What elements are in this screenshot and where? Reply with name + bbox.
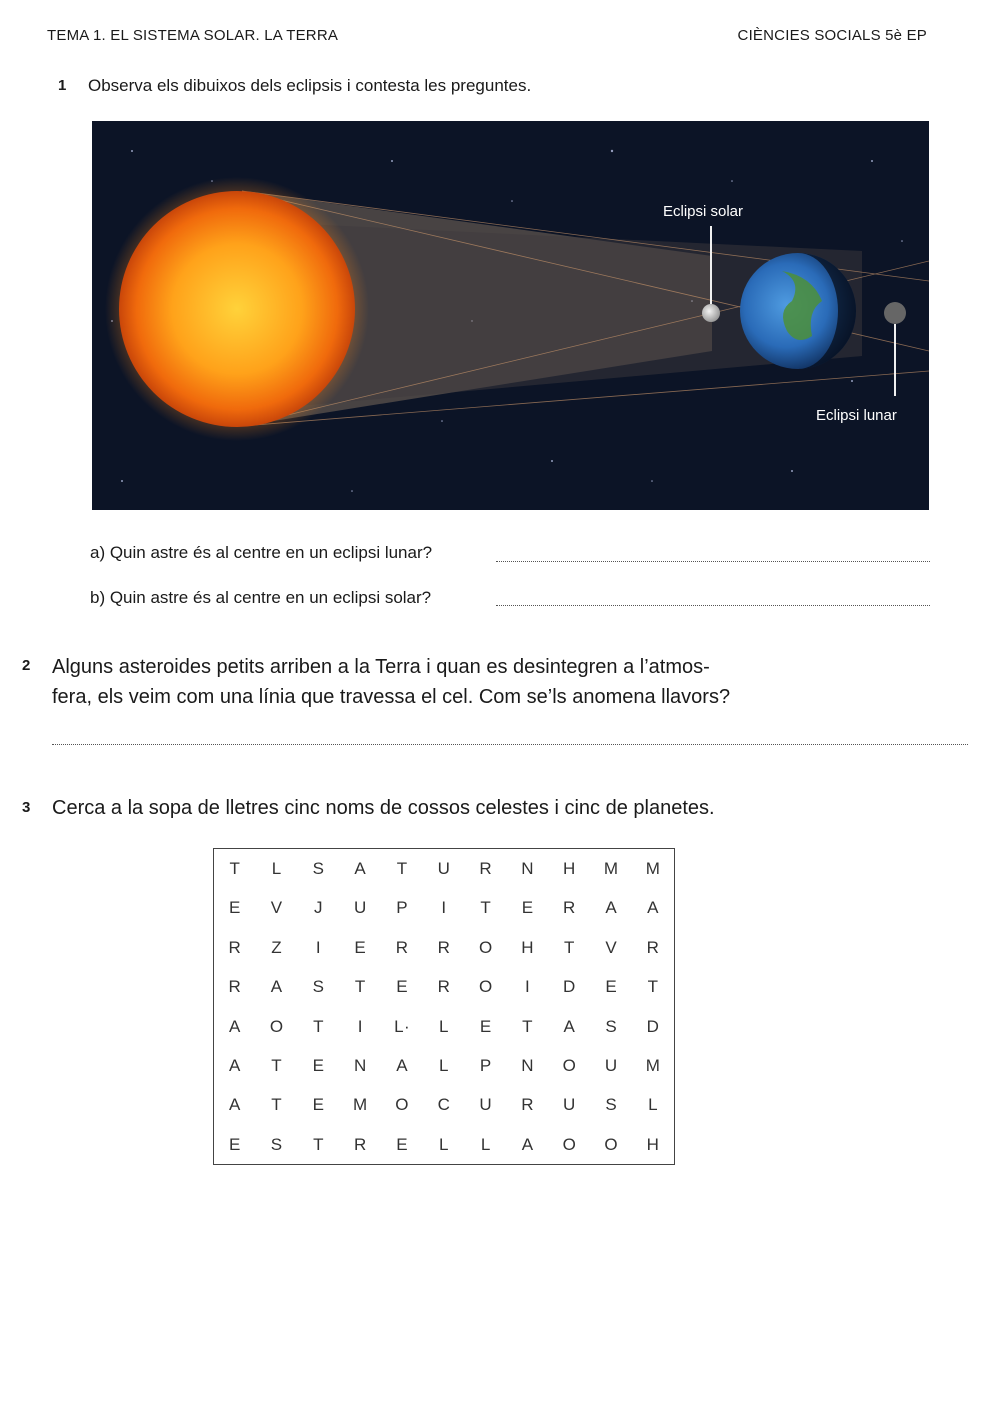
word-search-cell[interactable]: A xyxy=(228,1055,241,1075)
word-search-cell[interactable]: O xyxy=(395,1095,410,1115)
word-search-cell[interactable]: N xyxy=(521,859,534,878)
word-search-cell[interactable]: A xyxy=(647,898,659,918)
word-search-cell[interactable]: Z xyxy=(271,937,283,957)
question-1-number: 1 xyxy=(58,77,67,94)
word-search-cell[interactable]: T xyxy=(647,977,659,997)
word-search-cell[interactable]: O xyxy=(604,1134,619,1154)
word-search-cell[interactable]: E xyxy=(396,1134,409,1154)
word-search-cell[interactable]: P xyxy=(479,1055,492,1075)
word-search-cell[interactable]: H xyxy=(521,937,534,957)
question-3-number: 3 xyxy=(22,799,31,816)
word-search-cell[interactable]: I xyxy=(357,1016,363,1036)
sun xyxy=(119,191,355,427)
word-search-cell[interactable]: E xyxy=(354,937,367,957)
eclipse-illustration xyxy=(92,121,929,510)
word-search-cell[interactable]: R xyxy=(437,977,451,997)
word-search-cell[interactable]: R xyxy=(563,898,576,918)
word-search-cell[interactable]: R xyxy=(395,937,409,957)
word-search-cell[interactable]: M xyxy=(603,859,619,878)
word-search-cell[interactable]: T xyxy=(271,1095,283,1115)
word-search-cell[interactable]: O xyxy=(562,1134,577,1154)
word-search-cell[interactable]: E xyxy=(479,1016,492,1036)
word-search-cell[interactable]: A xyxy=(521,1134,534,1154)
question-1b: b) Quin astre és al centre en un eclipsi solar? xyxy=(90,588,432,607)
question-3-text: Cerca a la sopa de lletres cinc noms de cossos celestes i cinc de planetes. xyxy=(52,797,715,819)
question-1-text: Observa els dibuixos dels eclipsis i contesta les preguntes. xyxy=(88,76,532,95)
word-search-cell[interactable]: T xyxy=(522,1016,534,1036)
word-search-cell[interactable]: U xyxy=(353,898,367,918)
word-search-cell[interactable]: T xyxy=(563,937,575,957)
word-search-cell[interactable]: O xyxy=(562,1055,577,1075)
word-search-cell[interactable]: C xyxy=(437,1095,451,1115)
word-search-cell[interactable]: E xyxy=(605,977,618,997)
word-search-cell[interactable]: O xyxy=(478,977,493,997)
word-search-cell[interactable]: I xyxy=(525,977,531,997)
answer-line-1b[interactable] xyxy=(496,605,930,606)
question-1a: a) Quin astre és al centre en un eclipsi lunar? xyxy=(90,543,433,562)
question-2-line2: fera, els veim com una línia que travessa el cel. Com se’ls anomena llavors? xyxy=(52,686,731,708)
word-search-cell[interactable]: J xyxy=(314,898,324,918)
word-search-cell[interactable]: M xyxy=(645,1055,661,1075)
word-search-cell[interactable]: E xyxy=(228,1134,241,1154)
word-search-cell[interactable]: D xyxy=(646,1016,660,1036)
word-search-cell[interactable]: L· xyxy=(394,1016,411,1036)
word-search-cell[interactable]: A xyxy=(270,977,283,997)
word-search-cell[interactable]: P xyxy=(396,898,409,918)
word-search-cell[interactable]: R xyxy=(437,937,451,957)
header-right: CIÈNCIES SOCIALS 5è EP xyxy=(737,27,927,44)
word-search-cell[interactable]: I xyxy=(315,937,322,957)
word-search-cell[interactable]: E xyxy=(521,898,534,918)
moon-solar-eclipse xyxy=(702,304,720,322)
word-search-cell[interactable]: L xyxy=(480,1134,491,1154)
word-search-cell[interactable]: E xyxy=(228,898,241,918)
word-search-cell[interactable]: T xyxy=(313,1016,324,1036)
word-search-cell[interactable]: T xyxy=(229,859,241,878)
word-search-cell[interactable]: T xyxy=(480,898,492,918)
word-search-cell[interactable]: L xyxy=(271,859,282,878)
word-search-cell[interactable]: U xyxy=(563,1095,576,1115)
word-search-cell[interactable]: R xyxy=(479,859,493,878)
word-search-cell[interactable]: E xyxy=(312,1055,325,1075)
word-search-cell[interactable]: U xyxy=(437,859,451,878)
word-search-cell[interactable]: A xyxy=(354,859,367,878)
word-search-cell[interactable]: O xyxy=(478,937,493,957)
word-search-cell[interactable]: R xyxy=(521,1095,534,1115)
word-search-cell[interactable]: A xyxy=(605,898,618,918)
word-search-cell[interactable]: D xyxy=(563,977,576,997)
answer-line-1a[interactable] xyxy=(496,561,930,562)
question-2-number: 2 xyxy=(22,657,31,674)
word-search-cell[interactable]: S xyxy=(605,1095,618,1115)
word-search-cell[interactable]: T xyxy=(271,1055,283,1075)
word-search-cell[interactable]: S xyxy=(605,1016,618,1036)
word-search-cell[interactable]: E xyxy=(312,1095,325,1115)
word-search-cell[interactable]: V xyxy=(605,937,618,957)
word-search-cell[interactable]: L xyxy=(438,1016,449,1036)
word-search-cell[interactable]: A xyxy=(396,1055,409,1075)
label-eclipsi-solar: Eclipsi solar xyxy=(663,203,744,220)
word-search-cell[interactable]: H xyxy=(563,859,576,878)
label-eclipsi-lunar: Eclipsi lunar xyxy=(816,407,897,424)
word-search-cell[interactable]: R xyxy=(646,937,660,957)
word-search-cell[interactable]: M xyxy=(353,1095,368,1115)
word-search-cell[interactable]: S xyxy=(270,1134,283,1154)
word-search-cell[interactable]: S xyxy=(312,977,325,997)
header-left: TEMA 1. EL SISTEMA SOLAR. LA TERRA xyxy=(47,27,339,44)
answer-line-2[interactable] xyxy=(52,744,968,745)
word-search-cell[interactable]: N xyxy=(521,1055,534,1075)
eclipse-figure xyxy=(92,121,929,510)
word-search-cell[interactable]: T xyxy=(396,859,408,878)
word-search-cell[interactable]: U xyxy=(479,1095,493,1115)
word-search-cell[interactable]: V xyxy=(270,898,283,918)
word-search-grid[interactable] xyxy=(213,848,675,1165)
word-search-cell[interactable]: R xyxy=(228,937,242,957)
word-search-cell[interactable]: M xyxy=(645,859,661,878)
word-search-cell[interactable]: H xyxy=(646,1134,660,1154)
word-search-cell[interactable]: L xyxy=(438,1134,449,1154)
word-search-cell[interactable]: A xyxy=(563,1016,576,1036)
word-search-cell[interactable]: E xyxy=(396,977,409,997)
word-search-cell[interactable]: R xyxy=(228,977,242,997)
word-search-cell[interactable]: S xyxy=(312,859,325,878)
word-search-cell[interactable]: L xyxy=(438,1055,449,1075)
word-search-cell[interactable]: A xyxy=(228,1016,241,1036)
word-search-cell[interactable]: T xyxy=(313,1134,324,1154)
question-2-line1: Alguns asteroides petits arriben a la Terra i quan es desintegren a l’atmos- xyxy=(52,656,710,678)
word-search-cell[interactable]: A xyxy=(228,1095,241,1115)
word-search-cell[interactable]: N xyxy=(353,1055,367,1075)
word-search-cell[interactable]: R xyxy=(353,1134,367,1154)
word-search-cell[interactable]: O xyxy=(269,1016,284,1036)
word-search-cell[interactable]: T xyxy=(354,977,366,997)
word-search-cell[interactable]: U xyxy=(604,1055,618,1075)
moon-lunar-eclipse xyxy=(884,302,906,324)
word-search-cell[interactable]: I xyxy=(441,898,447,918)
word-search-cell[interactable]: L xyxy=(648,1095,659,1115)
